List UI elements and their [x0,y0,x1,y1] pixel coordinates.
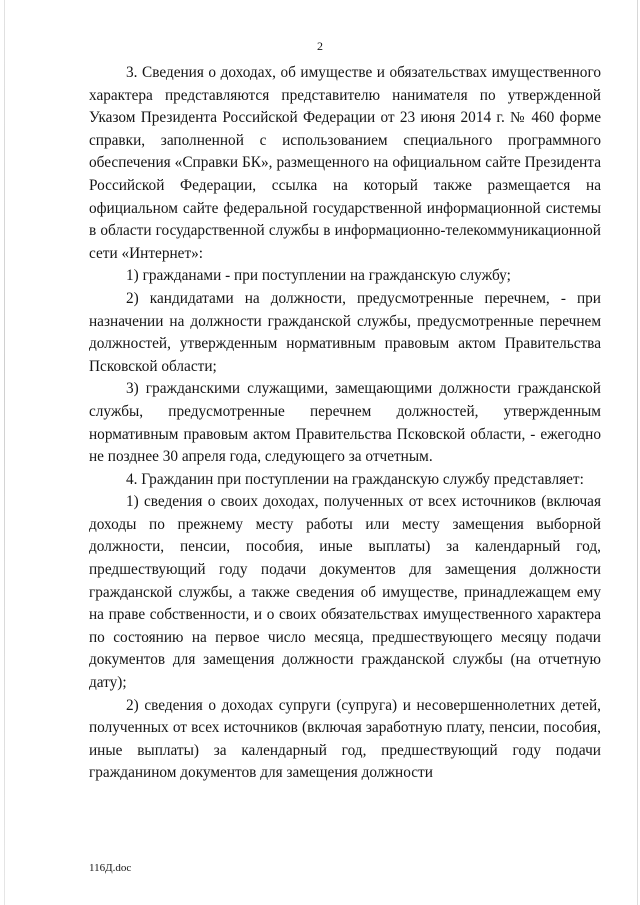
paragraph-item-3: 3. Сведения о доходах, об имуществе и обязательствах имущественного характера представляются представителю нанимателя по утвержденной Указом Президента Российской Федерации от 23 июня 2014 г. № 460 форме справки, заполненной с использованием специального программного обеспечения «Справки БК», размещенного на официальном сайте Президента Российской Федерации, ссылка на который также размещается на официальном сайте федеральной государственной информационной системы в области государственной службы в информационно-телекоммуникационной сети «Интернет»: [89,64,601,262]
subitem-civil-servants: 3) гражданскими служащими, замещающими должности гражданской службы, предусмотренные перечнем должностей, утвержденным нормативным правовым актом Правительства Псковской области, - ежегодно не позднее 30 апреля года, следующего за отчетным. [89,380,601,466]
subitem-own-income: 1) сведения о своих доходах, полученных от всех источников (включая доходы по прежнему месту работы или месту замещения выборной должности, пенсии, пособия, иные выплаты) за календарный год, предшествующий году подачи документов для замещения должности гражданской службы, а также сведения об имуществе, принадлежащем ему на праве собственности, и о своих обязательствах имущественного характера по состоянию на первое число месяца, предшествующего месяцу подачи документов для замещения должности гражданской службы (на отчетную дату); [89,493,601,692]
scan-edge-right [637,0,638,905]
page-number: 2 [317,39,323,53]
subitem-spouse-income: 2) сведения о доходах супруги (супруга) и несовершеннолетних детей, полученных от всех источников (включая заработную плату, пенсии, пособия, иные выплаты) за календарный год, предшествующий году подачи гражданином документов для замещения должности [89,696,601,782]
subitem-citizens: 1) гражданами - при поступлении на гражданскую службу; [126,267,511,285]
paragraph-item-4: 4. Гражданин при поступлении на гражданскую службу представляет: [126,470,584,488]
file-name-footer: 116Д.doc [89,862,132,874]
scan-edge-left [4,0,5,905]
document-body [89,62,601,785]
subitem-candidates: 2) кандидатами на должности, предусмотренные перечнем, - при назначении на должности гражданской службы, предусмотренные перечнем должностей, утвержденным нормативным правовым актом Правительства Псковской области; [89,289,601,375]
